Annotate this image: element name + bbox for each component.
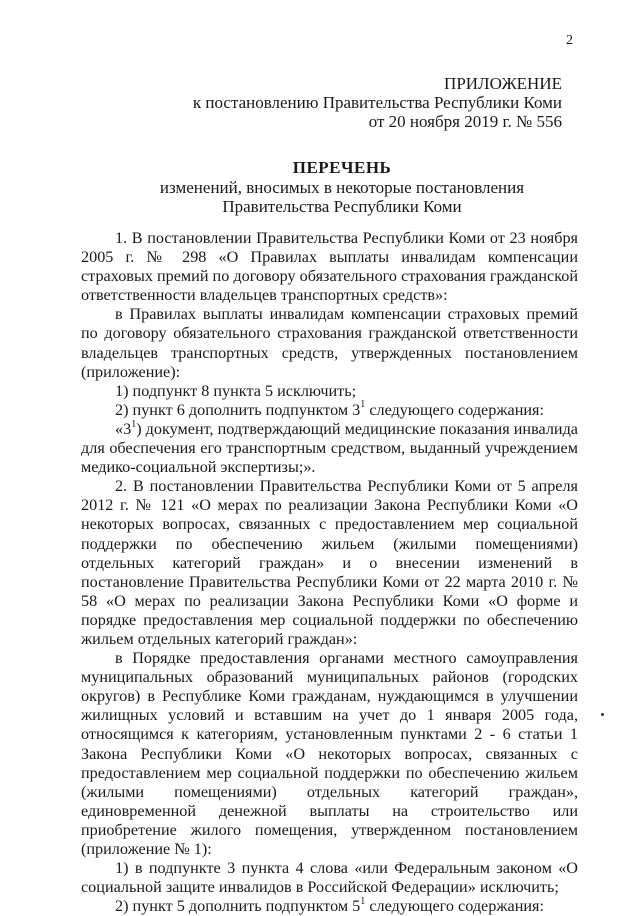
appendix-date: от 20 ноября 2019 г. № 556 bbox=[368, 112, 562, 131]
paragraph-7: в Порядке предоставления органами местного самоуправления муниципальных образований муниципальных районов (городских округов) в Республике Коми гражданам, нуждающимся в улучшении жилищных условий и вставшим на учет до 1 января 2005 года, относящимся к категориям, установленным пунктами 2 - 6 статьи 1 Закона Республики Коми «О некоторых вопросах, связанных с предоставлением мер социальной поддержки по обеспечению жильем (жилыми помещениями) отдельных категорий граждан», единовременной денежной выплаты на строительство или приобретение жилого помещения, утвержденном постановлением (приложение № 1): bbox=[81, 649, 578, 858]
document-subtitle-line2: Правительства Республики Коми bbox=[222, 197, 462, 216]
paragraph-5 bbox=[81, 420, 578, 477]
document-subtitle-line1: изменений, вносимых в некоторые постановления bbox=[159, 178, 525, 197]
paragraph-1: 1. В постановлении Правительства Республики Коми от 23 ноября 2005 г. № 298 «О Правилах выплаты инвалидам компенсации страховых премий по договору обязательного страхования гражданской ответственности владельцев транспортных средств»: bbox=[81, 229, 578, 305]
appendix-block bbox=[193, 74, 562, 131]
document-body bbox=[81, 229, 578, 916]
superscript: 1 bbox=[360, 895, 366, 907]
paragraph-4-text: 2) пункт 6 дополнить подпунктом 3 bbox=[115, 400, 361, 419]
paragraph-8: 1) в подпункте 3 пункта 4 слова «или Федеральным законом «О социальной защите инвалидов в Российской Федерации» исключить; bbox=[81, 859, 578, 897]
paragraph-9-text: 2) пункт 5 дополнить подпунктом 5 bbox=[115, 897, 361, 916]
paragraph-3: 1) подпункт 8 пункта 5 исключить; bbox=[115, 381, 357, 400]
document-heading: ПЕРЕЧЕНЬ bbox=[292, 158, 392, 177]
page-number: 2 bbox=[566, 33, 573, 48]
paragraph-5-text-end: ) документ, подтверждающий медицинские показания инвалида для обеспечения его транспортным средством, выданный учреждением медико-социальной экспертизы;». bbox=[81, 419, 578, 477]
paragraph-4-text-end: следующего содержания: bbox=[365, 400, 544, 419]
paragraph-2: в Правилах выплаты инвалидам компенсации страховых премий по договору обязательного страхования гражданской ответственности владельцев транспортных средств, утвержденных постановлением (приложение): bbox=[81, 305, 578, 381]
appendix-title: ПРИЛОЖЕНИЕ bbox=[444, 74, 562, 93]
paragraph-9 bbox=[81, 897, 578, 916]
superscript: 1 bbox=[360, 399, 366, 411]
scan-speck bbox=[601, 713, 604, 716]
paragraph-4 bbox=[81, 401, 578, 420]
paragraph-5-text: «3 bbox=[115, 419, 132, 438]
appendix-reference: к постановлению Правительства Республики Коми bbox=[192, 93, 562, 112]
paragraph-9-text-end: следующего содержания: bbox=[365, 897, 544, 916]
superscript: 1 bbox=[131, 418, 137, 430]
document-title-block bbox=[112, 158, 572, 216]
paragraph-6: 2. В постановлении Правительства Республики Коми от 5 апреля 2012 г. № 121 «О мерах по реализации Закона Республики Коми «О некоторых вопросах, связанных с предоставлением мер социальной поддержки по обеспечению жильем (жилыми помещениями) отдельных категорий граждан» и о внесении изменений в постановление Правительства Республики Коми от 22 марта 2010 г. № 58 «О мерах по реализации Закона Республики Коми «О форме и порядке предоставления мер социальной поддержки по обеспечению жильем отдельных категорий граждан»: bbox=[81, 477, 578, 648]
